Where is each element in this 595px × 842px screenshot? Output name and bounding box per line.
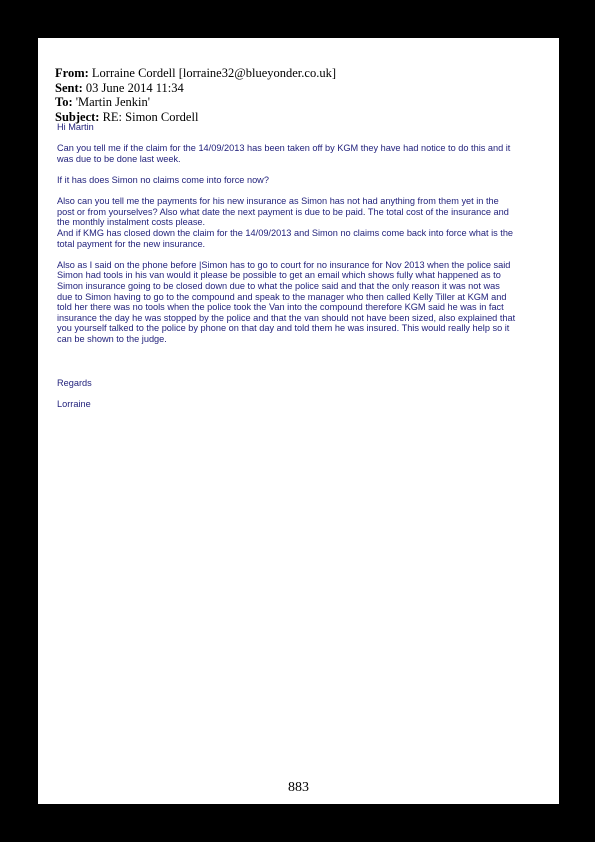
sent-value: 03 June 2014 11:34 (85, 80, 184, 95)
from-line (55, 66, 535, 81)
body-line: Simon had tools in his van would it please be possible to get an email which shows fully what happened as to (57, 270, 501, 281)
to-line (55, 95, 535, 110)
body-line: total payment for the new insurance. (57, 238, 206, 249)
sent-label: Sent: (55, 80, 83, 95)
from-label: From: (55, 66, 89, 80)
to-value: 'Martin Jenkin' (75, 95, 151, 109)
body-line: And if KMG has closed down the claim for the 14/09/2013 and Simon no claims come back into force what is the (57, 227, 514, 238)
email-body (57, 122, 545, 409)
from-value: Lorraine Cordell [lorraine32@blueyonder.co.uk] (91, 66, 336, 80)
body-line: If it has does Simon no claims come into force now? (57, 174, 269, 185)
page-number: 883 (288, 780, 309, 795)
signature: Lorraine (57, 398, 91, 409)
body-line: you yourself talked to the police by phone on that day and told them he was insured. This would really help so it (57, 323, 510, 334)
to-label: To: (55, 95, 73, 109)
body-line: insurance the day he was stopped by the police and that the van should not have been sized, also explained that (57, 312, 516, 323)
body-line: Simon insurance going to be closed down due to what the police said and that the only reason it was not was (57, 280, 500, 291)
document-page (38, 38, 559, 804)
body-line: the monthly instalment costs please. (57, 217, 206, 228)
subject-label: Subject: (55, 109, 100, 124)
subject-value: RE: Simon Cordell (102, 109, 199, 124)
paragraph-4 (57, 260, 545, 345)
body-line: Also as I said on the phone before |Simon has to go to court for no insurance for Nov 2013 when the police said (57, 259, 511, 270)
body-line: post or from yourselves? Also what date the next payment is due to be paid. The total cost of the insurance and (57, 206, 509, 217)
paragraph-3 (57, 196, 545, 249)
body-line: was due to be done last week. (57, 153, 181, 164)
body-line: can be shown to the judge. (57, 333, 167, 344)
sent-line (55, 81, 535, 96)
paragraph-1 (57, 143, 545, 164)
greeting: Hi Martin (57, 122, 94, 132)
body-line: Can you tell me if the claim for the 14/09/2013 has been taken off by KGM they have had notice to do this and it (57, 143, 511, 154)
regards: Regards (57, 377, 92, 388)
email-header (55, 66, 535, 124)
paragraph-2 (57, 175, 545, 186)
body-line: told her there was no tools when the police took the Van into the compound therefore KGM said he was in fact (57, 302, 504, 313)
body-line: Also can you tell me the payments for his new insurance as Simon has not had anything from them yet in the (57, 196, 499, 207)
body-line: due to Simon having to go to the compound and speak to the manager who then called Kelly Tiller at KGM and (57, 291, 507, 302)
